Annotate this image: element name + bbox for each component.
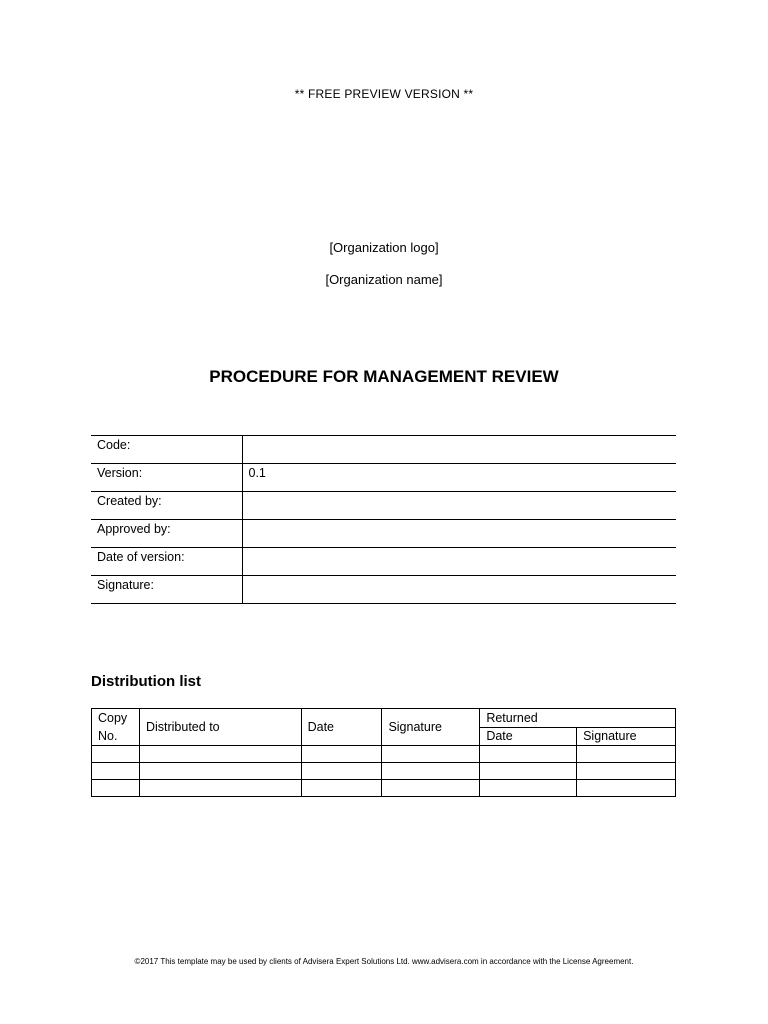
license-footer: ©2017 This template may be used by clients of Advisera Expert Solutions Ltd. www.advisera.com in accordance with the License Agreement.	[134, 957, 634, 966]
info-label: Signature:	[91, 576, 242, 604]
organization-name-placeholder: [Organization name]	[325, 272, 443, 287]
table-cell	[577, 780, 676, 797]
info-row-version	[91, 464, 676, 492]
distributed-to-header: Distributed to	[139, 709, 301, 746]
info-value	[242, 576, 676, 604]
table-cell	[139, 763, 301, 780]
table-row	[92, 780, 676, 797]
document-title: PROCEDURE FOR MANAGEMENT REVIEW	[209, 367, 559, 386]
info-row-code	[91, 436, 676, 464]
info-row-date-of-version	[91, 548, 676, 576]
info-label: Version:	[91, 464, 242, 492]
table-cell	[301, 780, 382, 797]
copy-no-header	[92, 709, 140, 746]
table-cell	[382, 746, 480, 763]
info-label: Created by:	[91, 492, 242, 520]
document-info-table	[91, 435, 676, 604]
table-row	[92, 763, 676, 780]
returned-signature-header: Signature	[577, 727, 676, 746]
signature-header: Signature	[382, 709, 480, 746]
table-cell	[382, 763, 480, 780]
table-cell	[480, 780, 577, 797]
info-row-created-by	[91, 492, 676, 520]
distribution-list-heading: Distribution list	[91, 673, 201, 690]
info-row-signature	[91, 576, 676, 604]
returned-header: Returned	[480, 709, 676, 728]
organization-logo-placeholder: [Organization logo]	[329, 240, 439, 255]
table-cell	[92, 780, 140, 797]
info-value	[242, 436, 676, 464]
table-cell	[301, 763, 382, 780]
distribution-header-row	[92, 709, 676, 728]
info-value	[242, 492, 676, 520]
info-value: 0.1	[242, 464, 676, 492]
table-cell	[480, 746, 577, 763]
info-label: Code:	[91, 436, 242, 464]
table-cell	[301, 746, 382, 763]
info-value	[242, 520, 676, 548]
distribution-table	[91, 708, 676, 797]
info-value	[242, 548, 676, 576]
table-cell	[577, 746, 676, 763]
table-cell	[577, 763, 676, 780]
info-label: Date of version:	[91, 548, 242, 576]
table-cell	[139, 780, 301, 797]
table-cell	[92, 746, 140, 763]
table-cell	[139, 746, 301, 763]
table-row	[92, 746, 676, 763]
date-header: Date	[301, 709, 382, 746]
copy-header-line2: No.	[98, 729, 118, 743]
returned-date-header: Date	[480, 727, 577, 746]
preview-banner: ** FREE PREVIEW VERSION **	[294, 87, 474, 101]
info-row-approved-by	[91, 520, 676, 548]
table-cell	[92, 763, 140, 780]
copy-header-line1: Copy	[98, 711, 128, 725]
table-cell	[382, 780, 480, 797]
table-cell	[480, 763, 577, 780]
info-label: Approved by:	[91, 520, 242, 548]
